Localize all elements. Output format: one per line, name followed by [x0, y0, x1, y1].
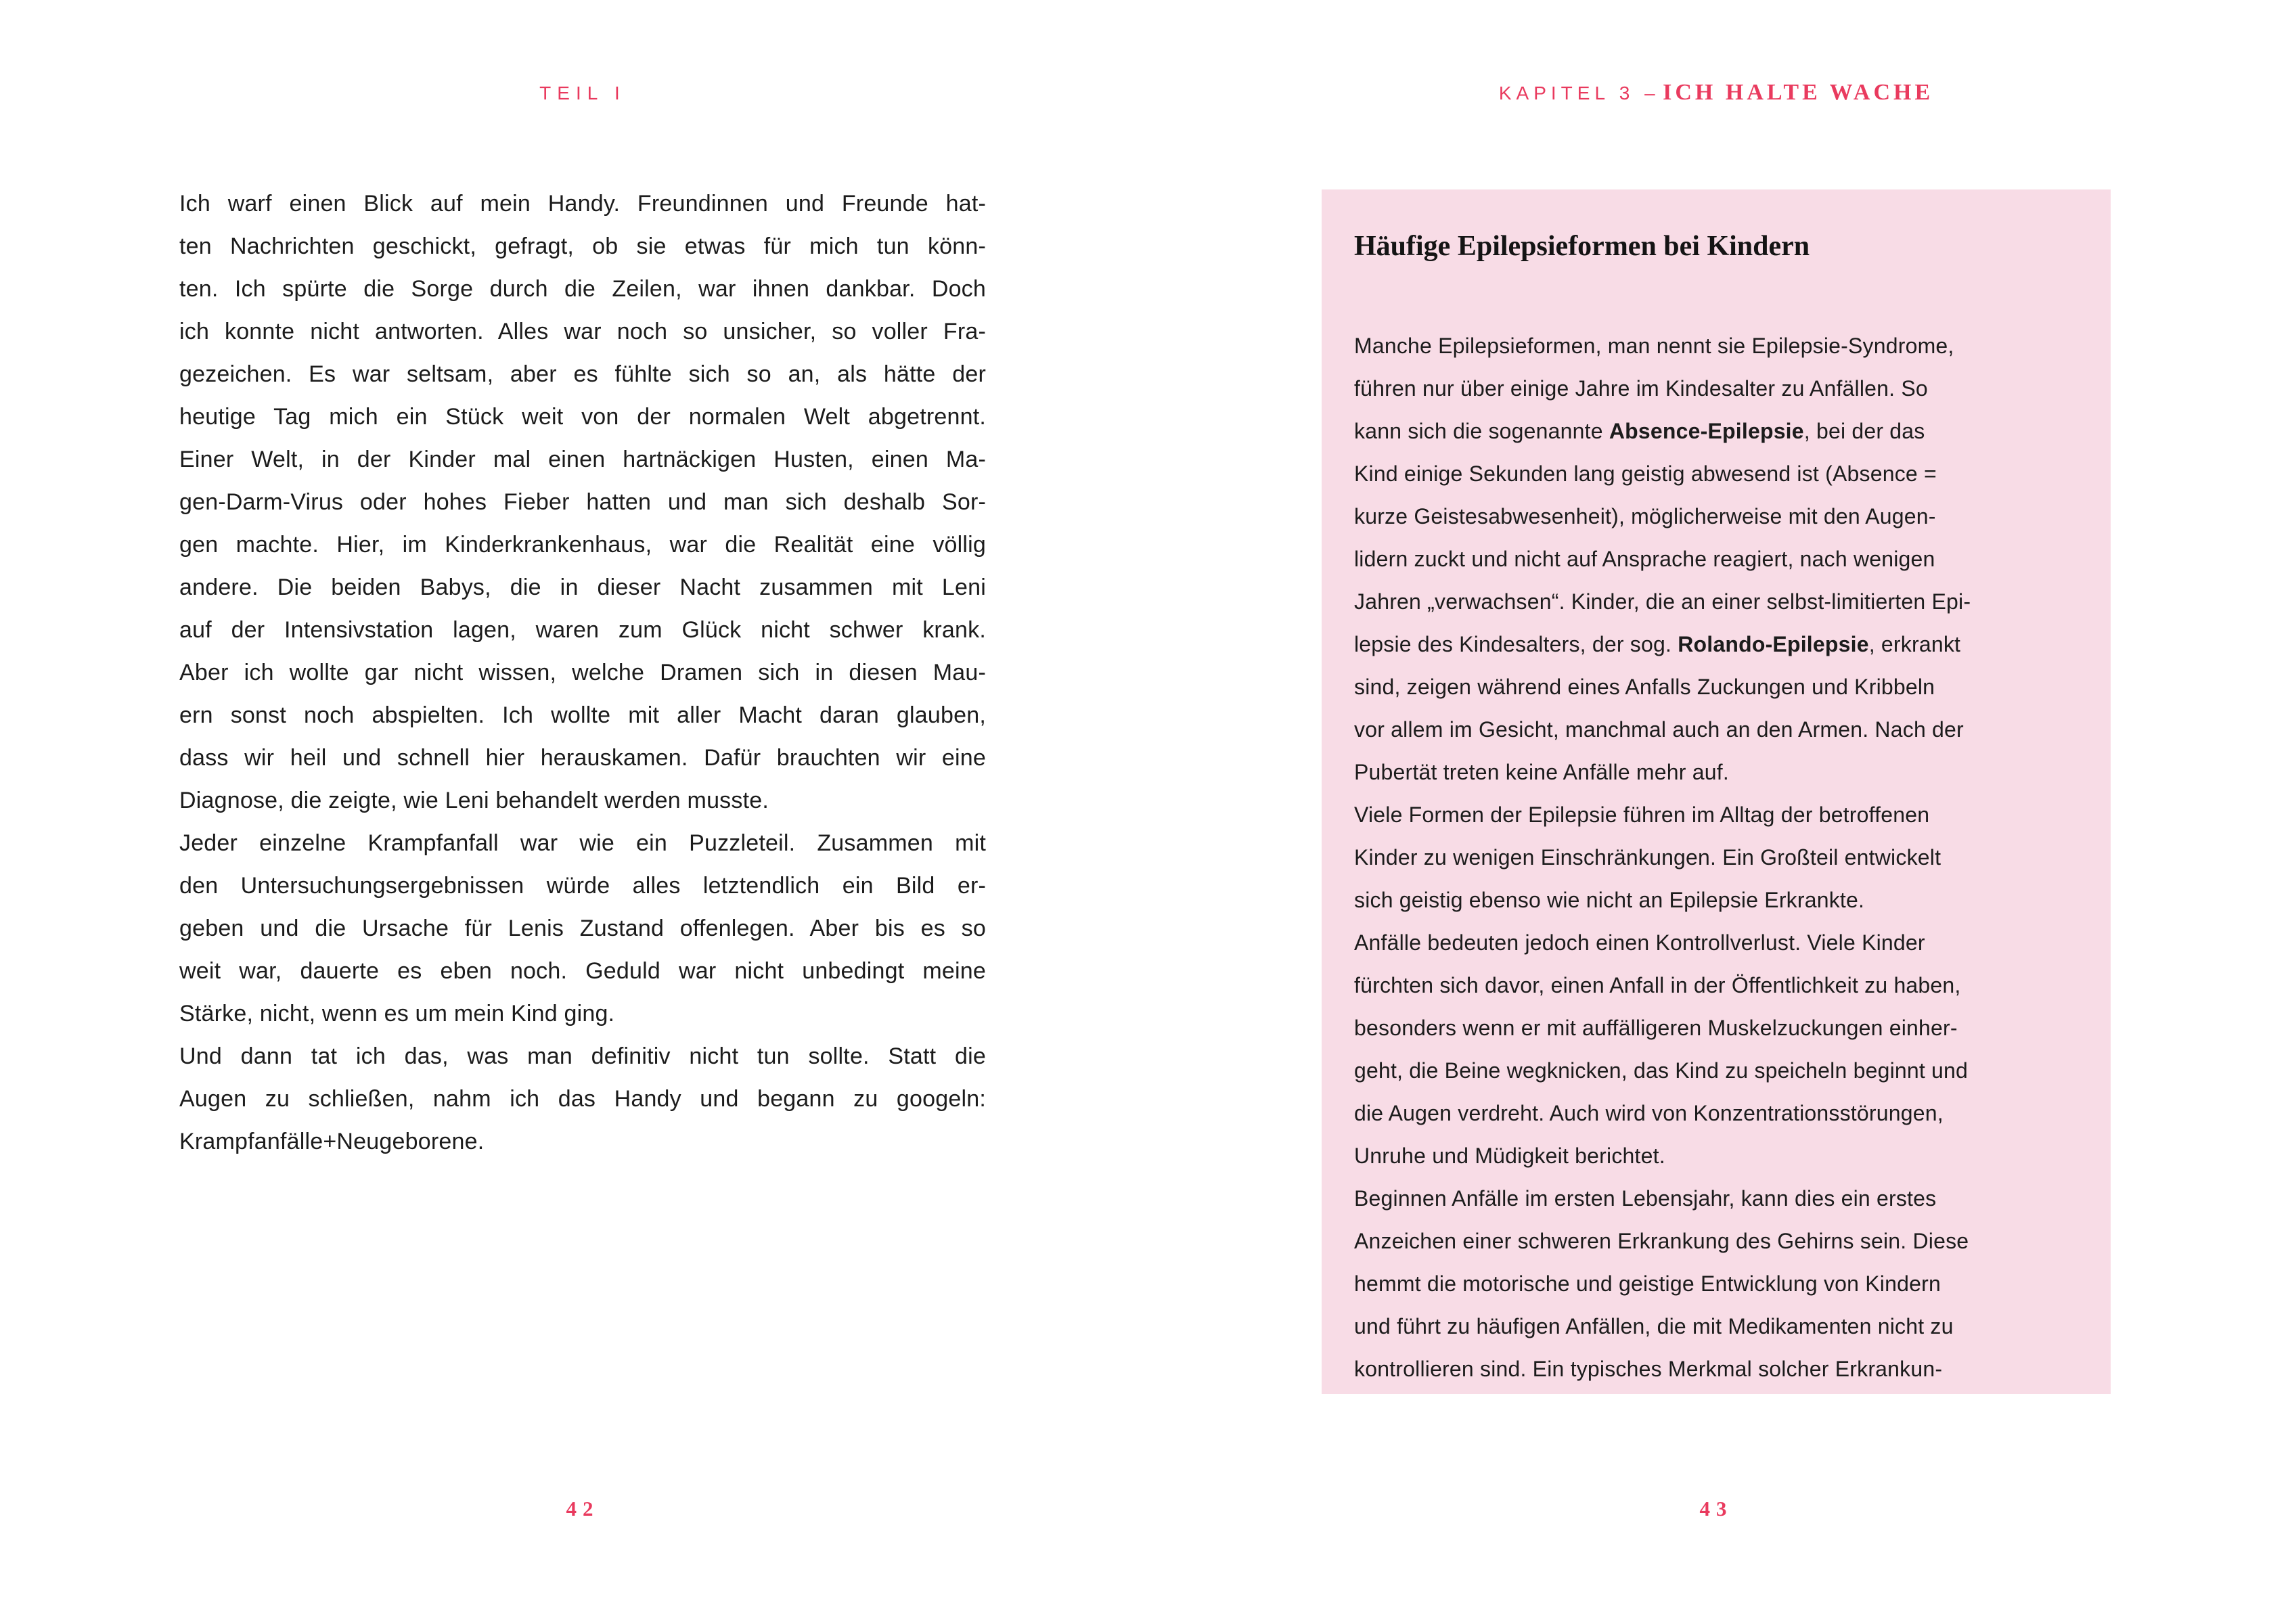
chapter-title: ICH HALTE WACHE	[1663, 80, 1934, 105]
body-text-line: gen machte. Hier, im Kinderkrankenhaus, war die Realität eine völlig	[179, 532, 986, 558]
body-text-line: geben und die Ursache für Lenis Zustand offenlegen. Aber bis es so	[179, 916, 986, 941]
infobox-text-line: die Augen verdreht. Auch wird von Konzentrationsstörungen,	[1354, 1101, 1944, 1125]
body-text-line: Einer Welt, in der Kinder mal einen hartnäckigen Husten, einen Ma-	[179, 447, 986, 472]
chapter-label: KAPITEL 3 –	[1498, 83, 1660, 104]
infobox-text-line: Kinder zu wenigen Einschränkungen. Ein Großteil entwickelt	[1354, 845, 1941, 870]
body-text-line: Stärke, nicht, wenn es um mein Kind ging.	[179, 1001, 615, 1027]
infobox-text-line: und führt zu häufigen Anfällen, die mit Medikamenten nicht zu	[1354, 1314, 1954, 1338]
infobox-text-line: vor allem im Gesicht, manchmal auch an den Armen. Nach der	[1354, 717, 1964, 742]
body-text-line: ich konnte nicht antworten. Alles war noch so unsicher, so voller Fra-	[179, 319, 986, 344]
infobox-text-line: geht, die Beine wegknicken, das Kind zu speicheln beginnt und	[1354, 1058, 1969, 1083]
running-head-left: TEIL I	[539, 83, 626, 104]
infobox-text-line: kontrollieren sind. Ein typisches Merkmal solcher Erkrankun-	[1354, 1357, 1943, 1381]
body-text-line: den Untersuchungsergebnissen würde alles letztendlich ein Bild er-	[179, 873, 986, 899]
infobox-text-line: Anfälle bedeuten jedoch einen Kontrollverlust. Viele Kinder	[1354, 930, 1925, 955]
infobox-text-line: Pubertät treten keine Anfälle mehr auf.	[1354, 760, 1729, 784]
infobox-text-line: lepsie des Kindesalters, der sog. Rolando-Epilepsie, erkrankt	[1354, 632, 1961, 656]
infobox	[1322, 189, 2111, 1394]
body-text-line: heutige Tag mich ein Stück weit von der normalen Welt abgetrennt.	[179, 404, 986, 430]
infobox-text-line: kann sich die sogenannte Absence-Epilepsie, bei der das	[1354, 419, 1925, 443]
infobox-text-line: Kind einige Sekunden lang geistig abwesend ist (Absence =	[1354, 461, 1937, 486]
infobox-text-line: lidern zuckt und nicht auf Ansprache reagiert, nach wenigen	[1354, 547, 1935, 571]
infobox-title: Häufige Epilepsieformen bei Kindern	[1354, 231, 1810, 262]
infobox-text-line: Viele Formen der Epilepsie führen im Alltag der betroffenen	[1354, 803, 1930, 827]
infobox-text-line: Unruhe und Müdigkeit berichtet.	[1354, 1144, 1665, 1168]
body-text-line: gen-Darm-Virus oder hohes Fieber hatten und man sich deshalb Sor-	[179, 489, 986, 515]
body-text-line: ten. Ich spürte die Sorge durch die Zeilen, war ihnen dankbar. Doch	[179, 276, 986, 302]
body-text-line: andere. Die beiden Babys, die in dieser Nacht zusammen mit Leni	[179, 574, 986, 600]
page-number-right: 43	[1699, 1497, 1733, 1520]
body-text-line: Augen zu schließen, nahm ich das Handy und begann zu googeln:	[179, 1086, 986, 1112]
body-text-line: weit war, dauerte es eben noch. Geduld war nicht unbedingt meine	[179, 958, 986, 984]
body-text-line: gezeichen. Es war seltsam, aber es fühlte sich so an, als hätte der	[179, 361, 986, 387]
infobox-text-line: sind, zeigen während eines Anfalls Zuckungen und Kribbeln	[1354, 675, 1935, 699]
infobox-text-line: Jahren „verwachsen“. Kinder, die an einer selbst-limitierten Epi-	[1354, 589, 1971, 614]
left-body-text	[179, 183, 986, 1163]
infobox-text-line: sich geistig ebenso wie nicht an Epilepsie Erkrankte.	[1354, 888, 1865, 912]
body-text-line: Ich warf einen Blick auf mein Handy. Freundinnen und Freunde hat-	[179, 191, 986, 217]
body-text-line: Krampfanfälle+Neugeborene.	[179, 1129, 485, 1154]
body-text-line: dass wir heil und schnell hier herauskamen. Dafür brauchten wir eine	[179, 745, 986, 771]
body-text-line: Jeder einzelne Krampfanfall war wie ein Puzzleteil. Zusammen mit	[179, 830, 986, 856]
infobox-text-line: fürchten sich davor, einen Anfall in der Öffentlichkeit zu haben,	[1354, 973, 1961, 997]
infobox-text-line: Beginnen Anfälle im ersten Lebensjahr, kann dies ein erstes	[1354, 1186, 1937, 1211]
body-text-line: Diagnose, die zeigte, wie Leni behandelt werden musste.	[179, 788, 769, 813]
body-text-line: ten Nachrichten geschickt, gefragt, ob sie etwas für mich tun könn-	[179, 233, 986, 259]
body-text-line: Aber ich wollte gar nicht wissen, welche Dramen sich in diesen Mau-	[179, 660, 986, 685]
infobox-body	[1354, 325, 2081, 1391]
infobox-text-line: hemmt die motorische und geistige Entwicklung von Kindern	[1354, 1271, 1941, 1296]
infobox-text-line: führen nur über einige Jahre im Kindesalter zu Anfällen. So	[1354, 376, 1928, 401]
infobox-text-line: besonders wenn er mit auffälligeren Muskelzuckungen einher-	[1354, 1016, 1958, 1040]
body-text-line: ern sonst noch abspielten. Ich wollte mit aller Macht daran glauben,	[179, 702, 986, 728]
infobox-text-line: Anzeichen einer schweren Erkrankung des Gehirns sein. Diese	[1354, 1229, 1969, 1253]
running-head-right	[1322, 80, 2111, 106]
infobox-text-line: kurze Geistesabwesenheit), möglicherweise mit den Augen-	[1354, 504, 1936, 528]
page-number-left: 42	[566, 1497, 600, 1520]
body-text-line: Und dann tat ich das, was man definitiv nicht tun sollte. Statt die	[179, 1043, 986, 1069]
infobox-text-line: Manche Epilepsieformen, man nennt sie Epilepsie-Syndrome,	[1354, 334, 1954, 358]
body-text-line: auf der Intensivstation lagen, waren zum Glück nicht schwer krank.	[179, 617, 986, 643]
